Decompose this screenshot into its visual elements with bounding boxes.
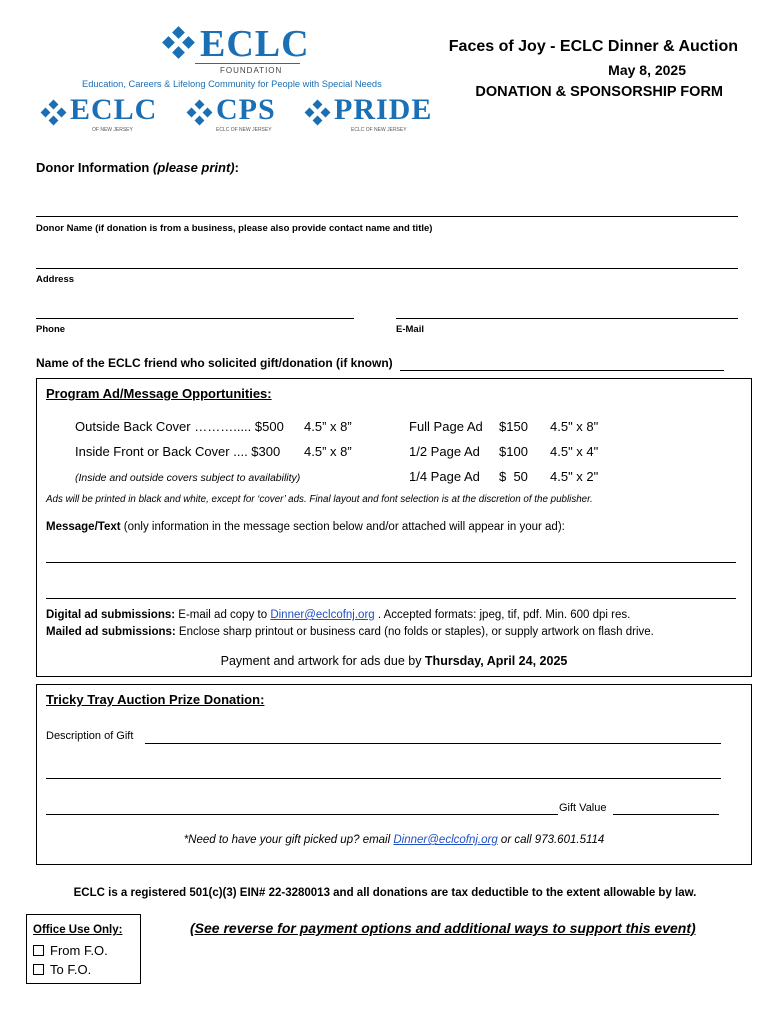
office-from-fo[interactable]: From F.O. (33, 943, 108, 958)
ad-size: 4.5" x 8" (550, 419, 599, 434)
foundation-tagline: Education, Careers & Lifelong Community for People with Special Needs (82, 79, 382, 89)
friend-label: Name of the ECLC friend who solicited gift/donation (if known) (36, 356, 393, 370)
address-field[interactable] (36, 268, 738, 269)
program-ad-section (36, 378, 752, 677)
pride-logo (306, 93, 433, 137)
eclc-logo-sub: OF NEW JERSEY (92, 127, 133, 133)
ad-size: 4.5" x 4" (550, 444, 599, 459)
phone-field[interactable] (36, 318, 354, 319)
office-to-fo[interactable]: To F.O. (33, 962, 91, 977)
gift-description-field-3[interactable] (46, 814, 558, 815)
print-note: Ads will be printed in black and white, except for ‘cover’ ads. Final layout and font selection is at the discretion of the publisher. (46, 494, 593, 505)
pickup-email-link[interactable]: Dinner@eclcofnj.org (393, 834, 498, 846)
ad-option-inside-cover[interactable]: Inside Front or Back Cover .... $300 (75, 444, 281, 459)
diamond-logo-icon (42, 101, 66, 125)
phone-label: Phone (36, 324, 66, 335)
message-field-line-2[interactable] (46, 598, 736, 599)
ad-email-link[interactable]: Dinner@eclcofnj.org (270, 609, 375, 621)
ad-price: $ 50 (499, 469, 528, 484)
mailed-submission-note: Mailed ad submissions: Enclose sharp printout or business card (no folds or staples), or supply artwork on flash drive. (46, 626, 654, 638)
checkbox-icon[interactable] (33, 945, 44, 956)
gift-description-label: Description of Gift (46, 730, 134, 742)
ad-option-outside-back[interactable]: Outside Back Cover ………..... $500 (75, 419, 284, 434)
office-use-title: Office Use Only: (33, 924, 123, 936)
donor-name-field[interactable] (36, 216, 738, 217)
ad-option-quarter-page[interactable]: 1/4 Page Ad (409, 469, 480, 484)
pride-logo-text: PRIDE (334, 93, 433, 126)
office-use-box (26, 914, 141, 984)
gift-description-field-2[interactable] (46, 778, 721, 779)
email-field[interactable] (396, 318, 738, 319)
gift-description-field[interactable] (145, 743, 721, 744)
friend-field[interactable] (400, 370, 724, 371)
email-label: E-Mail (396, 324, 424, 335)
cps-logo-sub: ECLC OF NEW JERSEY (216, 127, 272, 133)
covers-note: (Inside and outside covers subject to availability) (75, 472, 301, 484)
digital-submission-note: Digital ad submissions: E-mail ad copy to Dinner@eclcofnj.org . Accepted formats: jpeg, tif, pdf. Min. 600 dpi res. (46, 609, 631, 621)
donor-heading: Donor Information (please print): (36, 160, 239, 175)
ad-size: 4.5" x 2" (550, 469, 599, 484)
message-label: Message/Text (only information in the message section below and/or attached will appear in your ad): (46, 521, 565, 533)
ad-price: $150 (499, 419, 528, 434)
program-ad-heading: Program Ad/Message Opportunities: (46, 386, 272, 401)
foundation-logo-text: ECLC (200, 23, 310, 65)
pickup-note: *Need to have your gift picked up? email Dinner@eclcofnj.org or call 973.601.5114 (183, 834, 605, 846)
diamond-logo-icon (188, 101, 212, 125)
form-title: DONATION & SPONSORSHIP FORM (475, 84, 723, 100)
auction-heading: Tricky Tray Auction Prize Donation: (46, 692, 265, 707)
event-title: Faces of Joy - ECLC Dinner & Auction (448, 38, 738, 55)
checkbox-icon[interactable] (33, 964, 44, 975)
gift-value-field[interactable] (613, 814, 719, 815)
gift-value-label: Gift Value (559, 802, 607, 814)
donor-name-label: Donor Name (if donation is from a business, please also provide contact name and title) (36, 223, 433, 234)
cps-logo (188, 93, 288, 137)
ad-size: 4.5” x 8” (304, 444, 352, 459)
ad-price: $100 (499, 444, 528, 459)
event-date: May 8, 2025 (608, 62, 686, 78)
reverse-note: (See reverse for payment options and additional ways to support this event) (190, 920, 696, 936)
message-field-line-1[interactable] (46, 562, 736, 563)
foundation-sub-text: FOUNDATION (220, 66, 283, 75)
tax-note: ECLC is a registered 501(c)(3) EIN# 22-3280013 and all donations are tax deductible to the extent allowable by law. (73, 887, 697, 899)
address-label: Address (36, 274, 75, 285)
ad-size: 4.5” x 8” (304, 419, 352, 434)
eclc-logo-text: ECLC (70, 93, 158, 126)
ad-option-half-page[interactable]: 1/2 Page Ad (409, 444, 480, 459)
auction-section (36, 684, 752, 865)
diamond-logo-icon (164, 28, 194, 58)
pride-logo-sub: ECLC OF NEW JERSEY (351, 127, 407, 133)
diamond-logo-icon (306, 101, 330, 125)
cps-logo-text: CPS (216, 93, 276, 126)
due-date-note: Payment and artwork for ads due by Thursday, April 24, 2025 (220, 654, 568, 668)
ad-option-full-page[interactable]: Full Page Ad (409, 419, 483, 434)
eclc-logo (42, 93, 158, 137)
